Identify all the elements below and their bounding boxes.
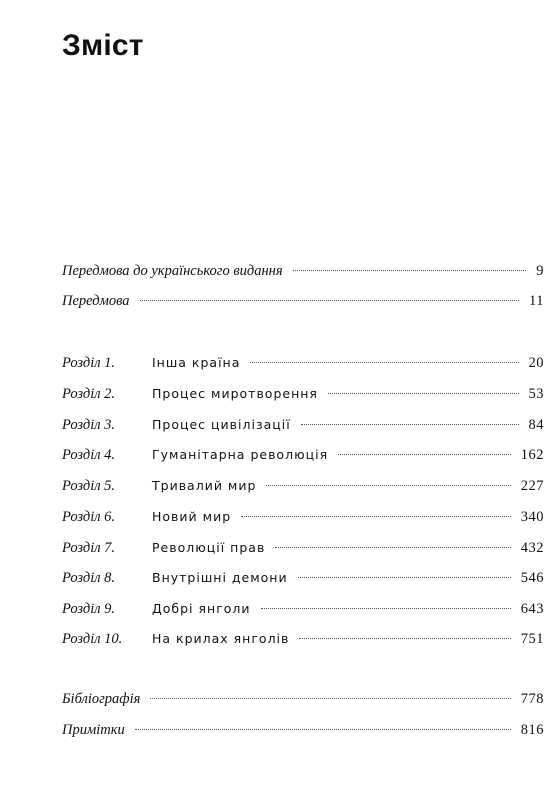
chapter-label: Розділ 2.: [62, 386, 116, 402]
toc-page-number: 340: [520, 509, 544, 525]
chapter-label: Розділ 5.: [62, 478, 116, 494]
dot-leader: [275, 547, 510, 548]
chapter-label: Розділ 9.: [62, 601, 116, 617]
dot-leader: [338, 454, 511, 455]
chapter-label: Розділ 4.: [62, 447, 116, 463]
chapter-label: Розділ 7.: [62, 540, 116, 556]
chapter-title: Новий мир: [152, 509, 232, 524]
toc-entry-chapter-6[interactable]: [62, 506, 544, 528]
toc-page-number: 751: [520, 631, 544, 647]
dot-leader: [299, 638, 510, 639]
toc-entry-label: Передмова: [62, 293, 130, 309]
chapter-title: Революції прав: [152, 540, 266, 555]
toc-page-number: 53: [528, 386, 544, 402]
dot-leader: [298, 577, 511, 578]
toc-entry-chapter-1[interactable]: [62, 352, 544, 374]
toc-entry-chapter-2[interactable]: [62, 383, 544, 405]
dot-leader: [293, 270, 527, 271]
chapter-label: Розділ 6.: [62, 509, 116, 525]
toc-entry-label: Передмова до українського видання: [62, 263, 283, 279]
dot-leader: [150, 698, 510, 699]
toc-page-number: 162: [520, 447, 544, 463]
toc-page-number: 11: [529, 293, 544, 309]
page-title: Зміст: [62, 29, 144, 62]
toc-entry-label: Бібліографія: [62, 691, 141, 707]
dot-leader: [250, 362, 518, 363]
dot-leader: [301, 424, 519, 425]
chapter-title: Процес цивілізації: [152, 417, 291, 432]
chapter-title: Інша країна: [152, 355, 241, 370]
dot-leader: [241, 516, 511, 517]
toc-entry-label: Примітки: [62, 722, 125, 738]
toc-entry-chapter-4[interactable]: [62, 444, 544, 466]
toc-entry-chapter-8[interactable]: [62, 567, 544, 589]
toc-entry-preface-ukrainian[interactable]: [62, 260, 544, 282]
toc-page-number: 432: [520, 540, 544, 556]
toc-entry-chapter-7[interactable]: [62, 537, 544, 559]
dot-leader: [261, 608, 511, 609]
toc-entry-chapter-5[interactable]: [62, 475, 544, 497]
toc-page-number: 9: [536, 263, 544, 279]
chapter-label: Розділ 1.: [62, 355, 116, 371]
chapter-title: Добрі янголи: [152, 601, 251, 616]
toc-page-number: 643: [520, 601, 544, 617]
chapter-label: Розділ 8.: [62, 570, 116, 586]
toc-entry-notes[interactable]: [62, 719, 544, 741]
toc-entry-chapter-9[interactable]: [62, 598, 544, 620]
dot-leader: [140, 300, 520, 301]
dot-leader: [135, 729, 511, 730]
toc-entry-bibliography[interactable]: [62, 688, 544, 710]
chapter-title: Внутрішні демони: [152, 570, 288, 585]
toc-entry-preface[interactable]: [62, 290, 544, 312]
chapter-title: Тривалий мир: [152, 478, 257, 493]
chapter-title: Гуманітарна революція: [152, 447, 329, 462]
toc-page-number: 546: [520, 570, 544, 586]
dot-leader: [266, 485, 510, 486]
toc-entry-chapter-10[interactable]: [62, 628, 544, 650]
chapter-title: Процес миротворення: [152, 386, 318, 401]
toc-page-number: 816: [520, 722, 544, 738]
chapter-label: Розділ 3.: [62, 417, 116, 433]
toc-page-number: 84: [528, 417, 544, 433]
toc-page-number: 20: [528, 355, 544, 371]
toc-entry-chapter-3[interactable]: [62, 414, 544, 436]
dot-leader: [328, 393, 519, 394]
chapter-title: На крилах янголів: [152, 631, 290, 646]
chapter-label: Розділ 10.: [62, 631, 123, 647]
toc-page-number: 227: [520, 478, 544, 494]
toc-page-number: 778: [520, 691, 544, 707]
